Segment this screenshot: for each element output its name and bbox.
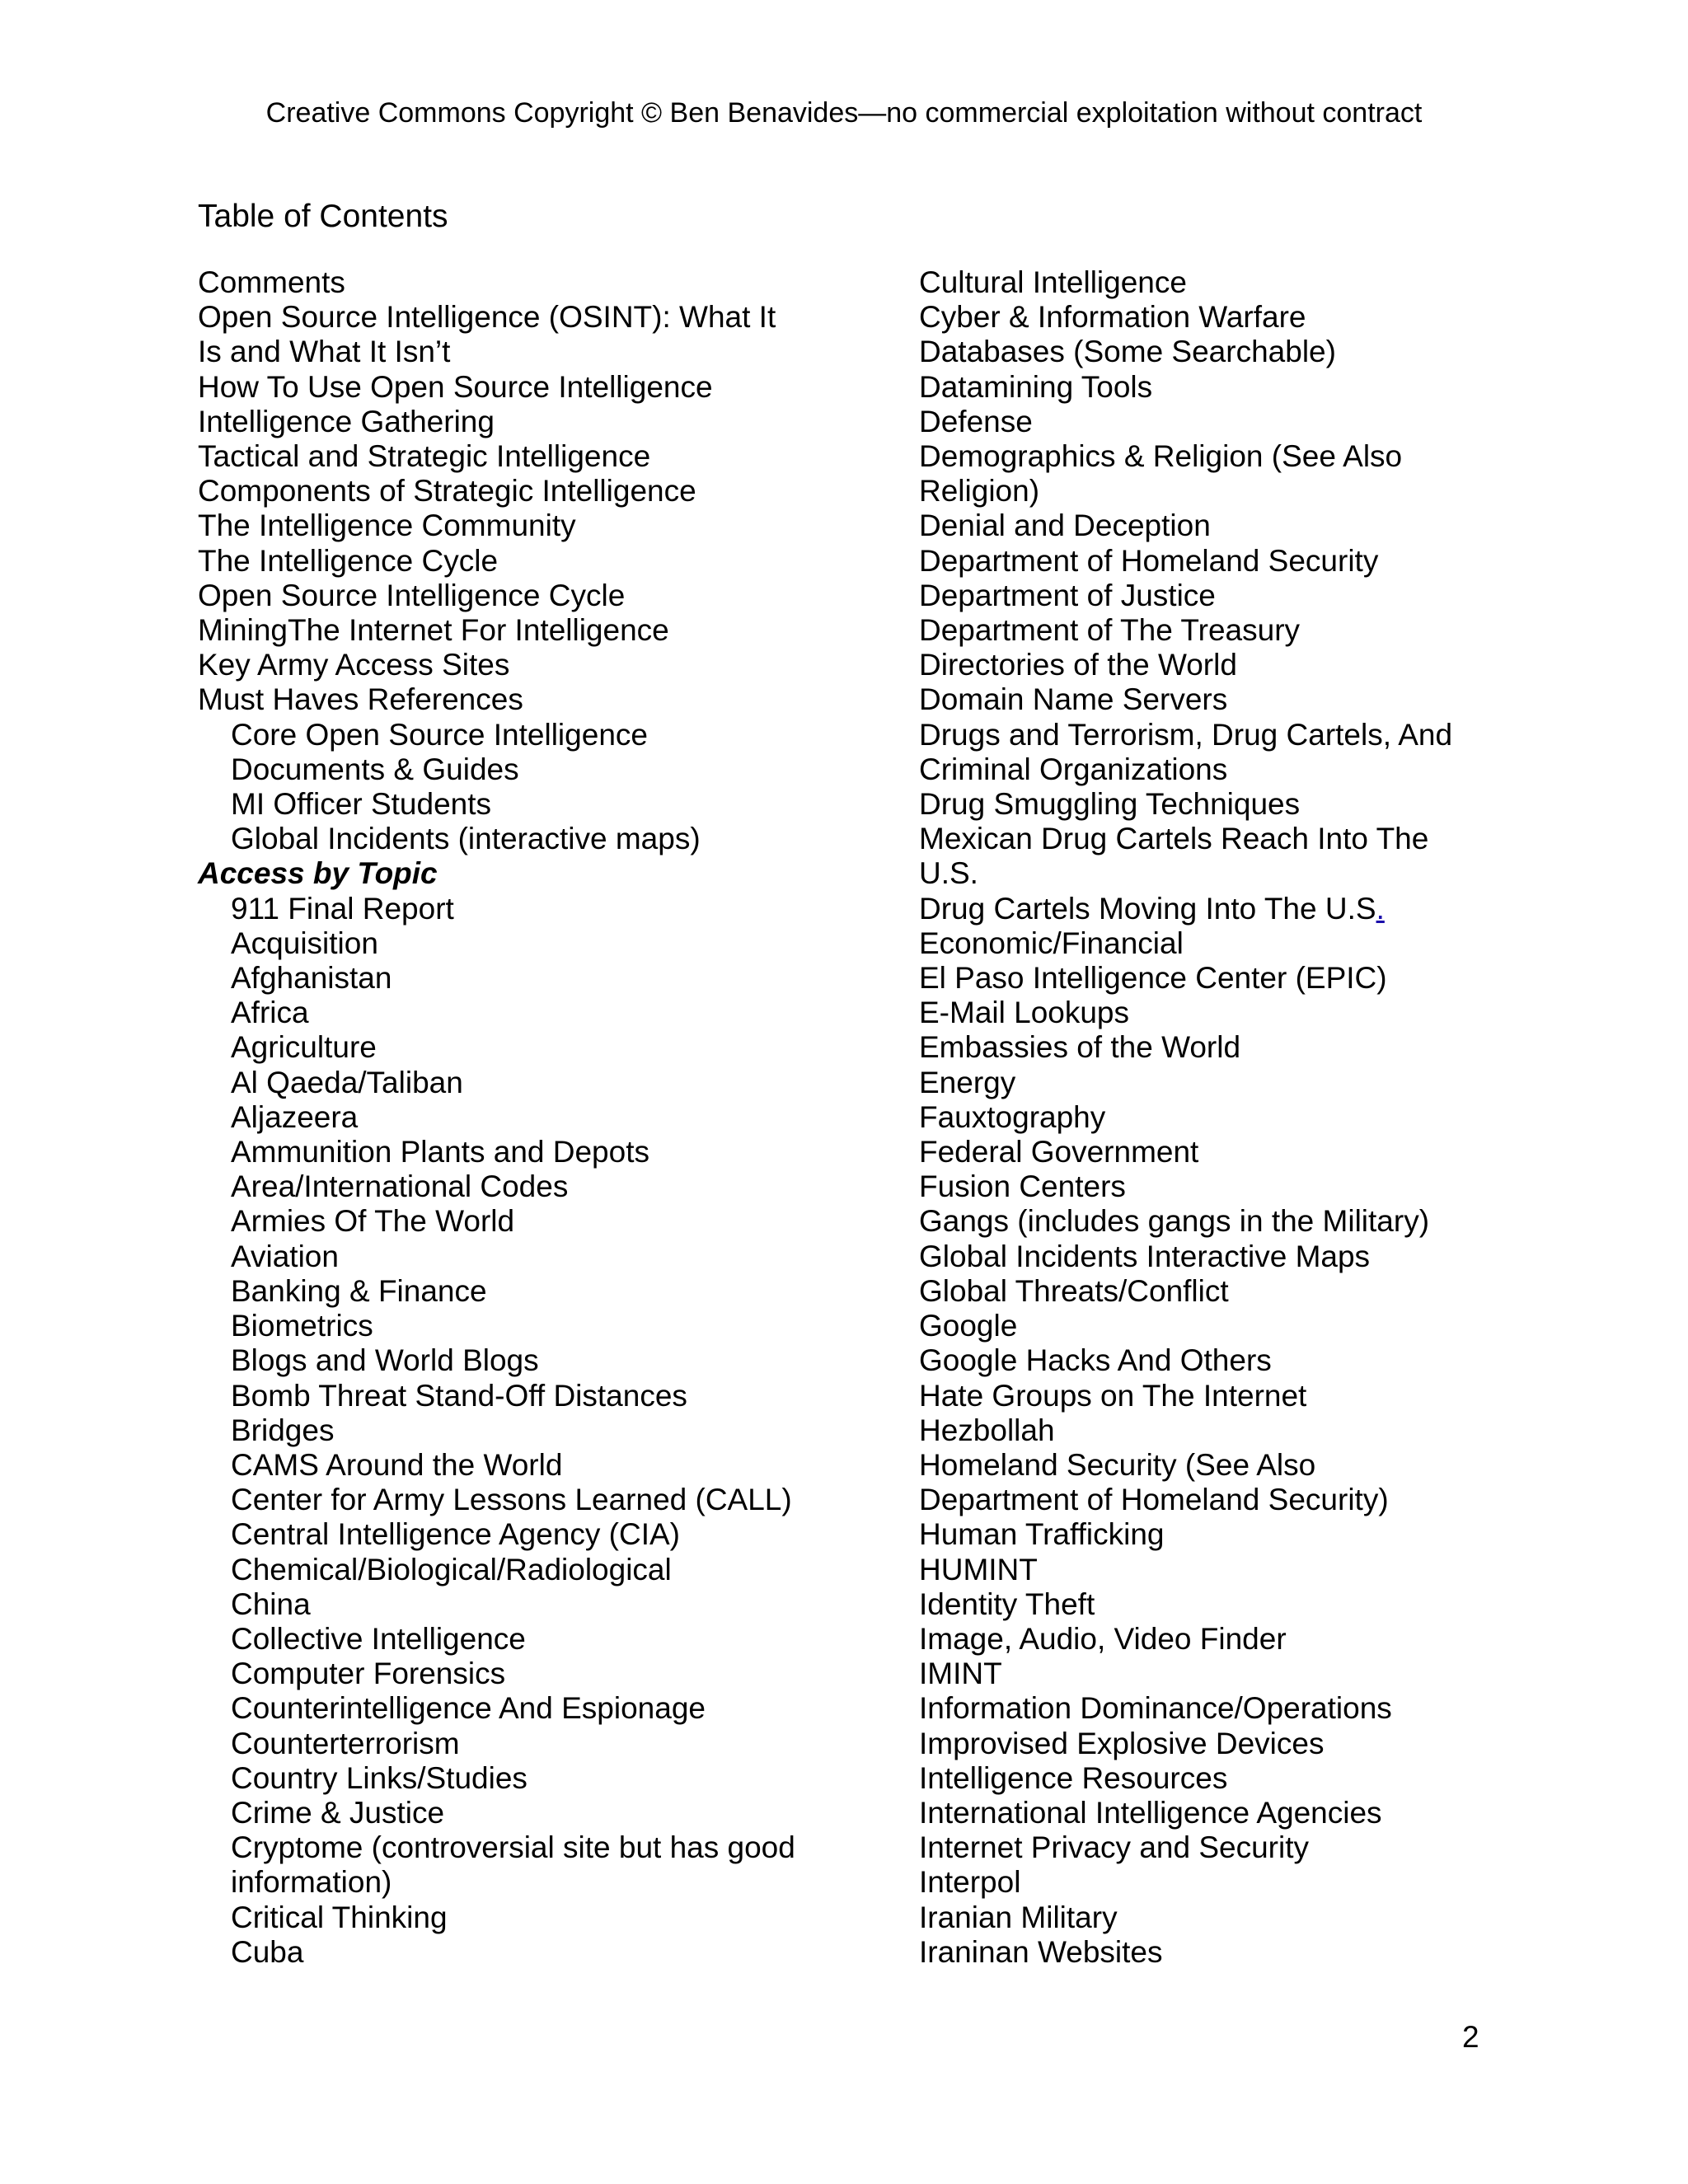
toc-entry[interactable]: Google <box>919 1309 1018 1343</box>
toc-subentry[interactable]: information) <box>231 1865 392 1900</box>
toc-subentry[interactable]: Afghanistan <box>231 961 392 996</box>
toc-entry[interactable]: Denial and Deception <box>919 509 1211 543</box>
page-number: 2 <box>1462 2020 1479 2054</box>
toc-title: Table of Contents <box>198 199 448 234</box>
toc-entry[interactable]: Demographics & Religion (See Also <box>919 439 1403 474</box>
toc-entry[interactable]: Department of The Treasury <box>919 613 1301 648</box>
toc-entry[interactable]: The Intelligence Cycle <box>198 543 499 578</box>
toc-subentry[interactable]: MI Officer Students <box>231 787 491 822</box>
toc-entry[interactable]: Internet Privacy and Security <box>919 1830 1309 1865</box>
toc-subentry[interactable]: Al Qaeda/Taliban <box>231 1065 463 1099</box>
toc-subentry[interactable]: China <box>231 1586 311 1621</box>
toc-entry[interactable]: Department of Homeland Security) <box>919 1483 1389 1517</box>
toc-subentry[interactable]: Global Incidents (interactive maps) <box>231 822 701 856</box>
toc-subentry[interactable]: Aviation <box>231 1239 339 1273</box>
toc-entry[interactable]: Human Trafficking <box>919 1517 1165 1552</box>
toc-entry[interactable]: Key Army Access Sites <box>198 648 510 682</box>
toc-subentry[interactable]: Counterterrorism <box>231 1726 460 1760</box>
toc-subentry[interactable]: Aljazeera <box>231 1099 359 1134</box>
toc-entry[interactable]: MiningThe Internet For Intelligence <box>198 613 669 648</box>
toc-entry[interactable]: How To Use Open Source Intelligence <box>198 369 713 404</box>
toc-subentry[interactable]: Computer Forensics <box>231 1657 506 1691</box>
toc-subentry[interactable]: Africa <box>231 996 309 1030</box>
toc-section-heading[interactable]: Access by Topic <box>198 856 438 891</box>
toc-entry[interactable]: Federal Government <box>919 1135 1199 1169</box>
toc-entry[interactable]: Cyber & Information Warfare <box>919 300 1306 335</box>
toc-entry[interactable]: IMINT <box>919 1657 1002 1691</box>
toc-subentry[interactable]: Agriculture <box>231 1030 377 1065</box>
toc-entry[interactable]: Intelligence Resources <box>919 1760 1228 1795</box>
page-header: Creative Commons Copyright © Ben Benavides—no commercial exploitation without contract <box>265 97 1423 129</box>
toc-entry[interactable]: Identity Theft <box>919 1586 1095 1621</box>
toc-entry[interactable]: Tactical and Strategic Intelligence <box>198 439 651 474</box>
toc-subentry[interactable]: Ammunition Plants and Depots <box>231 1135 649 1169</box>
toc-entry[interactable]: Department of Justice <box>919 578 1216 612</box>
toc-subentry[interactable]: Armies Of The World <box>231 1204 515 1239</box>
toc-entry[interactable]: Iranian Military <box>919 1900 1118 1934</box>
toc-entry-with-link[interactable] <box>919 892 1512 926</box>
toc-subentry[interactable]: Acquisition <box>231 926 378 960</box>
toc-entry[interactable]: Directories of the World <box>919 648 1237 682</box>
toc-entry[interactable]: Global Incidents Interactive Maps <box>919 1239 1371 1273</box>
toc-entry[interactable]: Defense <box>919 404 1033 438</box>
toc-subentry[interactable]: Collective Intelligence <box>231 1621 526 1656</box>
toc-entry[interactable]: Mexican Drug Cartels Reach Into The <box>919 822 1429 856</box>
toc-entry[interactable]: Economic/Financial <box>919 926 1184 960</box>
toc-entry[interactable]: Open Source Intelligence Cycle <box>198 578 626 612</box>
toc-entry[interactable]: Energy <box>919 1065 1016 1099</box>
toc-entry[interactable]: Must Haves References <box>198 682 523 717</box>
toc-right-column <box>919 265 1512 1970</box>
toc-subentry[interactable]: Country Links/Studies <box>231 1760 528 1795</box>
toc-entry[interactable]: Cultural Intelligence <box>919 265 1187 299</box>
toc-entry[interactable]: El Paso Intelligence Center (EPIC) <box>919 961 1387 996</box>
toc-entry[interactable]: Drugs and Terrorism, Drug Cartels, And <box>919 717 1453 752</box>
toc-entry[interactable]: Department of Homeland Security <box>919 543 1379 578</box>
toc-entry[interactable]: Improvised Explosive Devices <box>919 1726 1325 1760</box>
toc-entry[interactable]: Iraninan Websites <box>919 1934 1163 1969</box>
toc-entry[interactable]: Embassies of the World <box>919 1030 1241 1065</box>
toc-subentry[interactable]: Blogs and World Blogs <box>231 1343 539 1378</box>
toc-subentry[interactable]: Biometrics <box>231 1309 373 1343</box>
toc-entry[interactable]: International Intelligence Agencies <box>919 1795 1382 1830</box>
toc-entry[interactable]: Information Dominance/Operations <box>919 1691 1392 1726</box>
toc-entry[interactable]: Hate Groups on The Internet <box>919 1378 1307 1413</box>
toc-entry[interactable]: HUMINT <box>919 1552 1038 1586</box>
toc-entry[interactable]: Fauxtography <box>919 1099 1106 1134</box>
toc-entry[interactable]: Google Hacks And Others <box>919 1343 1272 1378</box>
hyperlink-dot[interactable]: . <box>1376 891 1385 926</box>
toc-entry[interactable]: Interpol <box>919 1865 1021 1900</box>
toc-subentry[interactable]: Counterintelligence And Espionage <box>231 1691 706 1726</box>
toc-entry[interactable]: Components of Strategic Intelligence <box>198 474 696 509</box>
toc-entry[interactable]: The Intelligence Community <box>198 509 576 543</box>
toc-entry[interactable]: Open Source Intelligence (OSINT): What It <box>198 300 776 335</box>
toc-subentry[interactable]: Bomb Threat Stand-Off Distances <box>231 1378 687 1413</box>
toc-entry[interactable]: Intelligence Gathering <box>198 404 495 438</box>
toc-entry[interactable]: E-Mail Lookups <box>919 996 1130 1030</box>
toc-entry[interactable]: Global Threats/Conflict <box>919 1273 1229 1308</box>
toc-entry[interactable]: Image, Audio, Video Finder <box>919 1621 1287 1656</box>
toc-left-column <box>198 265 824 1970</box>
toc-subentry[interactable]: Critical Thinking <box>231 1900 448 1934</box>
toc-subentry[interactable]: Area/International Codes <box>231 1169 569 1204</box>
toc-entry[interactable]: Comments <box>198 265 345 299</box>
toc-entry[interactable]: Gangs (includes gangs in the Military) <box>919 1204 1430 1239</box>
toc-subentry[interactable]: Banking & Finance <box>231 1273 487 1308</box>
toc-subentry[interactable]: Crime & Justice <box>231 1795 445 1830</box>
toc-entry-text[interactable]: Drug Cartels Moving Into The U.S <box>919 891 1376 926</box>
toc-entry[interactable]: Homeland Security (See Also <box>919 1447 1316 1482</box>
toc-entry[interactable]: Religion) <box>919 474 1040 509</box>
toc-entry[interactable]: U.S. <box>919 856 978 891</box>
toc-subentry[interactable]: 911 Final Report <box>231 891 454 926</box>
toc-entry[interactable]: Hezbollah <box>919 1413 1055 1447</box>
toc-subentry[interactable]: CAMS Around the World <box>231 1447 563 1482</box>
toc-subentry[interactable]: Chemical/Biological/Radiological <box>231 1552 672 1586</box>
toc-entry[interactable]: Drug Smuggling Techniques <box>919 787 1301 822</box>
toc-entry[interactable]: Domain Name Servers <box>919 682 1228 717</box>
toc-subentry[interactable]: Cuba <box>231 1934 304 1969</box>
toc-entry[interactable]: Is and What It Isn’t <box>198 335 451 369</box>
toc-subentry[interactable]: Center for Army Lessons Learned (CALL) <box>231 1483 792 1517</box>
toc-entry[interactable]: Criminal Organizations <box>919 752 1228 786</box>
toc-subentry[interactable]: Cryptome (controversial site but has good <box>231 1830 795 1865</box>
toc-entry[interactable]: Datamining Tools <box>919 369 1153 404</box>
toc-entry[interactable]: Databases (Some Searchable) <box>919 335 1336 369</box>
toc-subentry[interactable]: Central Intelligence Agency (CIA) <box>231 1517 680 1552</box>
toc-subentry[interactable]: Bridges <box>231 1413 335 1447</box>
toc-subentry[interactable]: Core Open Source Intelligence <box>231 717 648 752</box>
toc-subentry[interactable]: Documents & Guides <box>231 752 519 786</box>
toc-entry[interactable]: Fusion Centers <box>919 1169 1126 1204</box>
